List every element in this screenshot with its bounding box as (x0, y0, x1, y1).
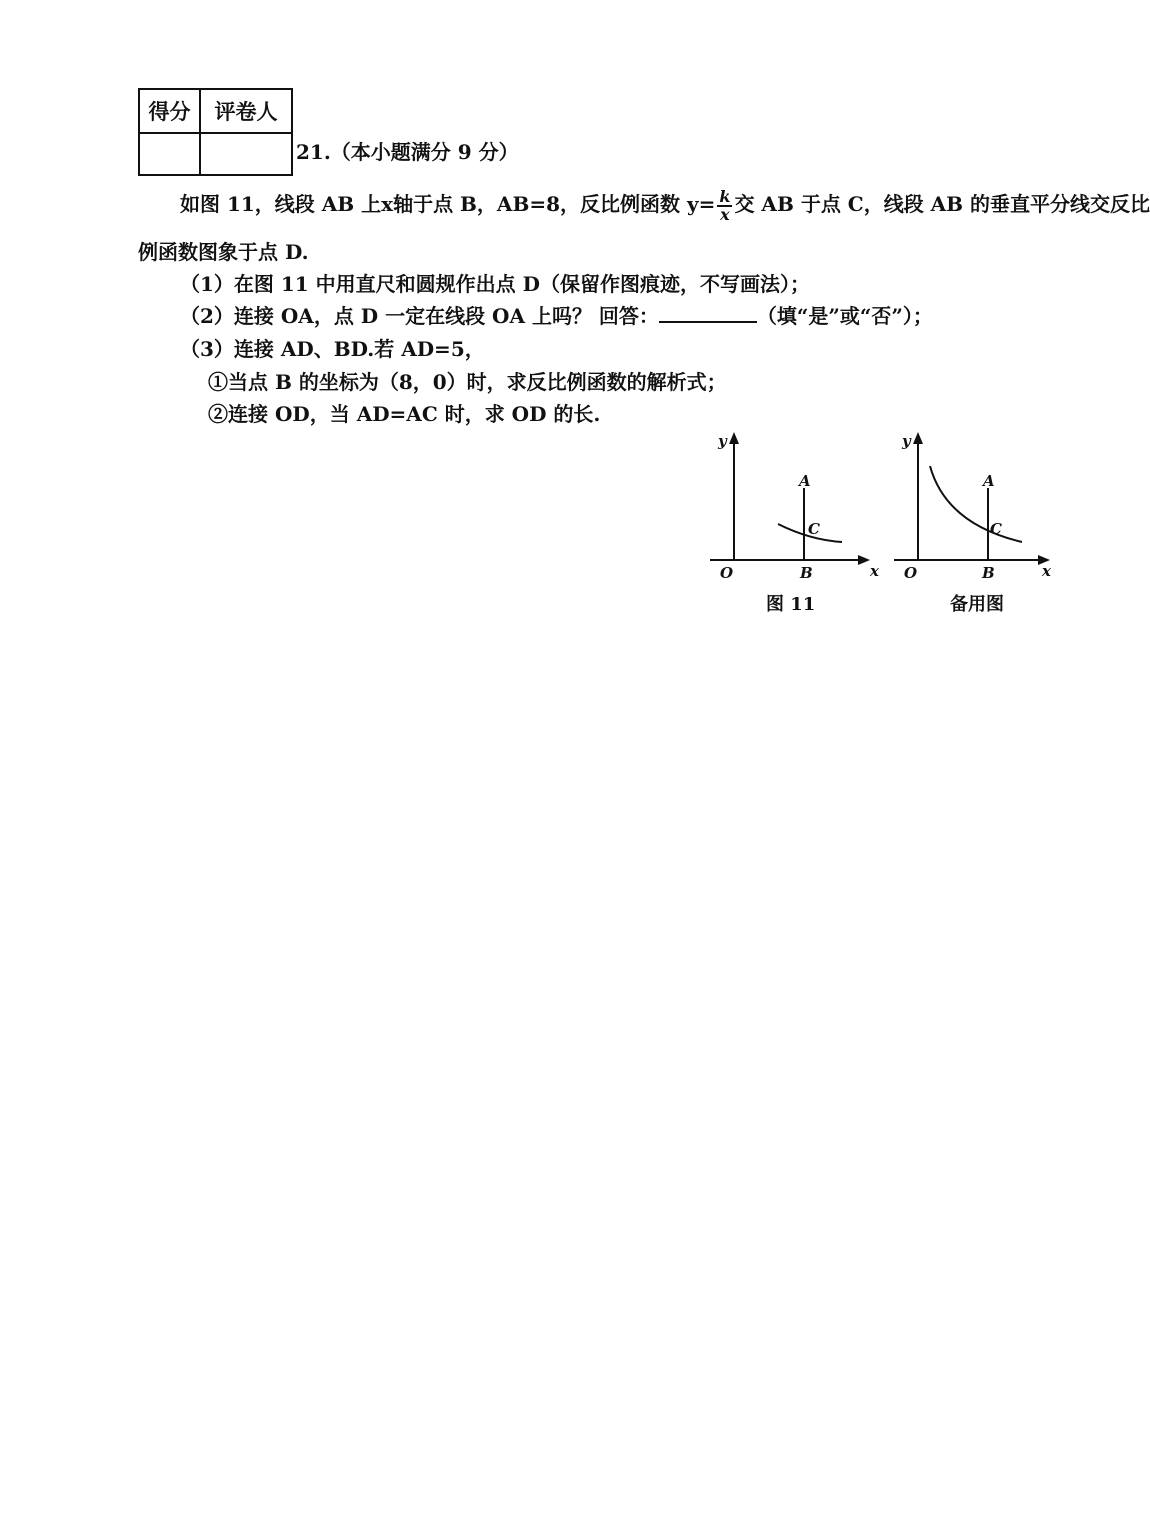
answer-blank[interactable] (659, 305, 757, 323)
hyperbola-curve (930, 466, 1022, 542)
part-2-text: （2）连接 OA，点 D 一定在线段 OA 上吗？ 回答： (180, 304, 659, 328)
fraction-k-over-x (717, 186, 732, 224)
point-c-label: C (808, 520, 820, 538)
score-label: 得分 (139, 89, 200, 133)
question-sub-1: ①当点 B 的坐标为（8，0）时，求反比例函数的解析式； (208, 370, 727, 394)
x-axis-label: x (1042, 562, 1051, 580)
point-b-label: B (982, 564, 995, 582)
question-part-3: （3）连接 AD、BD.若 AD=5， (180, 337, 485, 361)
question-sub-2: ②连接 OD，当 AD=AC 时，求 OD 的长. (208, 402, 601, 426)
grader-label: 评卷人 (200, 89, 292, 133)
y-axis-label: y (902, 432, 911, 450)
question-part-2 (180, 300, 933, 329)
figure-11-caption: 图 11 (766, 594, 816, 615)
point-a-label: A (799, 472, 811, 490)
x-axis-arrow (858, 555, 870, 565)
intro-text-1: 如图 11，线段 AB 上x轴于点 B，AB=8，反比例函数 y= (180, 192, 716, 216)
y-axis-arrow (913, 432, 923, 444)
question-header: 21.（本小题满分 9 分） (296, 140, 519, 164)
point-b-label: B (800, 564, 813, 582)
grader-cell[interactable] (200, 133, 292, 175)
score-table (138, 88, 293, 176)
fraction-denominator: x (720, 204, 730, 224)
y-axis-arrow (729, 432, 739, 444)
intro-text-2: 交 AB 于点 C，线段 AB 的垂直平分线交反比 (734, 192, 1150, 216)
question-intro-cont: 例函数图象于点 D. (138, 240, 309, 264)
backup-figure-caption: 备用图 (950, 594, 1004, 615)
fraction-numerator: k (719, 186, 731, 206)
point-c-label: C (990, 520, 1002, 538)
point-a-label: A (983, 472, 995, 490)
y-axis-label: y (718, 432, 727, 450)
question-part-1: （1）在图 11 中用直尺和圆规作出点 D（保留作图痕迹，不写画法）； (180, 272, 810, 296)
score-cell[interactable] (139, 133, 200, 175)
x-axis-label: x (870, 562, 879, 580)
question-intro (180, 188, 1150, 223)
part-2-hint: （填“是”或“否”）； (756, 304, 933, 328)
figure-11-graph (700, 428, 880, 588)
origin-label: O (904, 564, 918, 582)
origin-label: O (720, 564, 734, 582)
backup-figure-graph (884, 428, 1064, 588)
